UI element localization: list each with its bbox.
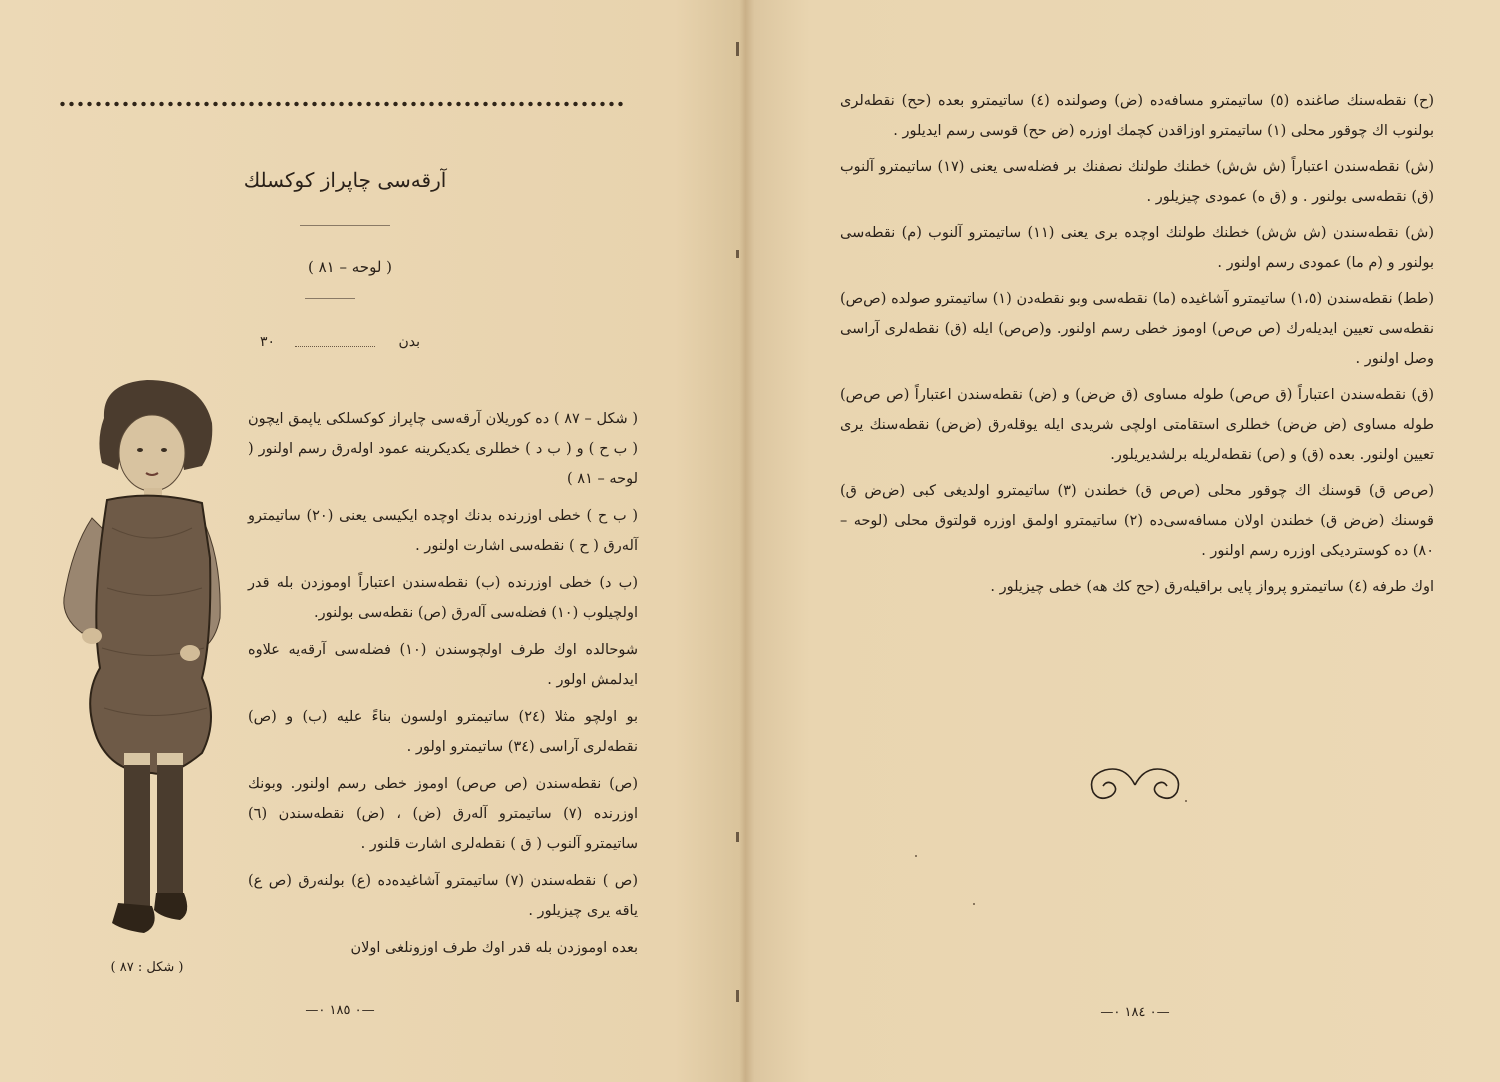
paragraph: (ص ) نقطەسندن (٧) ساتیمترو آشاغیده‌ده (ع) بولنەرق (ص ع) یاقه یری چیزیلور .: [248, 873, 638, 919]
binding-mark: [736, 990, 739, 1002]
plate-label: ( لوحه – ٨١ ): [307, 258, 393, 276]
paragraph: ( شکل – ٨٧ ) ده کوریلان آرقەسی چاپراز کوکسلکی یاپمق ایچون ( ب ح ) و ( ب د ) خطلری یکدیکرینه عمود اولەرق رسم اولنور ( لوحه – ٨١ ): [248, 411, 639, 487]
paragraph: (ش) نقطەسندن اعتباراً (ش ش‌ش) خطنك طولنك نصفنك بر فضلەسی یعنی (١٧) ساتیمترو آلنوب (ق) نقطەسی بولنور . و (ق ه) عمودی چیزیلور .: [840, 159, 1435, 205]
measurement-row: [260, 334, 420, 354]
paragraph: (ص‌ص ق) قوسنك اك چوقور محلی (ص‌ص ق) خطندن (٣) ساتیمترو اولدیغی کبی (ض‌ض ق) قوسنك (ض‌ض ق) خطندن اولان مسافەسی‌ده (٢) ساتیمترو اولمق اوزره قولتوق محلی (لوحه – ٨٠) ده کوستردیکی اوزره رسم اولنور .: [840, 483, 1435, 559]
left-body-text: [248, 404, 638, 970]
divider: [300, 225, 390, 226]
binding-mark: [736, 42, 739, 56]
paper-speck: [1185, 800, 1187, 802]
divider: [305, 298, 355, 299]
figure-caption: ( شکل : ٨٧ ): [110, 960, 184, 975]
paragraph: (ص) نقطەسندن (ص ص‌ص) اوموز خطی رسم اولنور. وبونك اوزرنده (٧) ساتیمترو آلەرق (ض) ، (ض) نقطەسندن (٦) ساتیمترو آلنوب ( ق ) نقطەلری اشارت قلنور .: [248, 776, 639, 852]
leader-dots: [295, 346, 375, 347]
paragraph: (ش) نقطەسندن (ش ش‌ش) خطنك طولنك اوچده بری یعنی (١١) ساتیمترو آلنوب (م) نقطەسی بولنور و (م ما) عمودی رسم اولنور .: [840, 225, 1434, 271]
paragraph: (ق) نقطەسندن اعتباراً (ق ص‌ص) طوله مساوی (ق ض‌ض) و (ض) نقطەسندن اعتباراً (ص ص‌ص) طوله مساوی (ض ض‌ض) خطلری استقامتی اولچی شریدی ایله یوقلەرق (ض‌ض) نقطەسنك یری تعیین اولنور. بعده (ق) و (ص) نقطەلریله برلشدیریلور.: [840, 387, 1434, 463]
left-page: [0, 0, 745, 1082]
paragraph: (طط) نقطەسندن (١،٥) ساتیمترو آشاغیده (ما) نقطەسی وبو نقطەدن (١) ساتیمترو صولده (ص‌ص) نقطەسی تعیین ایدیلەرك (ص ص‌ص) اوموز خطی رسم اولنور. و(ص‌ص) ایله (ق) نقطەلری آراسی وصل اولنور .: [840, 291, 1434, 367]
right-page: [745, 0, 1500, 1082]
paragraph: شوحالده اوك طرف اولچوسندن (١٠) فضلەسی آرقەیه علاوه ایدلمش اولور .: [248, 642, 638, 688]
measurement-value: ٣٠: [260, 334, 276, 350]
right-body-text: [840, 86, 1434, 608]
binding-mark: [736, 250, 739, 258]
girl-in-apron-illustration: [52, 378, 232, 943]
dotted-border-icon: [58, 98, 624, 110]
page-number: —٠ ١٨٥ ٠—: [305, 1003, 375, 1018]
paper-speck: [915, 855, 917, 857]
paper-speck: [973, 903, 975, 905]
paragraph: (ح) نقطەسنك صاغنده (٥) ساتیمترو مسافەده (ض) وصولنده (٤) ساتیمترو بعده (حح) نقطەلری بولنوب اك چوقور محلی (١) ساتیمترو اوزاقدن کچمك اوزره (ض حح) قوسی رسم ایدیلور .: [840, 93, 1434, 139]
paragraph: (ب د) خطی اوزرنده (ب) نقطەسندن اعتباراً اوموزدن بله قدر اولچیلوب (١٠) فضلەسی آلەرق (ص) نقطەسی بولنور.: [248, 575, 638, 621]
paragraph: اوك طرفه (٤) ساتیمترو پرواز پایی براقیلەرق (حح كك هه) خطی چیزیلور .: [990, 579, 1434, 595]
paragraph: ( ب ح ) خطی اوزرنده بدنك اوچده ایکیسی یعنی (٢٠) ساتیمترو آلەرق ( ح ) نقطەسی اشارت اولنور .: [248, 508, 638, 554]
page-title: آرقەسی چاپراز کوکسلك: [243, 168, 447, 192]
double-spiral-ornament-icon: [1085, 760, 1185, 810]
girl-illustration: [52, 378, 232, 943]
binding-mark: [736, 832, 739, 842]
paragraph: بو اولچو مثلا (٢٤) ساتیمترو اولسون بناءً علیه (ب) و (ص) نقطەلری آراسی (٣٤) ساتیمترو اولور .: [248, 709, 638, 755]
measurement-label: بدن: [398, 334, 420, 350]
paragraph: بعده اوموزدن بله قدر اوك طرف اوزونلغی اولان: [350, 940, 638, 956]
page-number: —٠ ١٨٤ ٠—: [1100, 1005, 1170, 1020]
